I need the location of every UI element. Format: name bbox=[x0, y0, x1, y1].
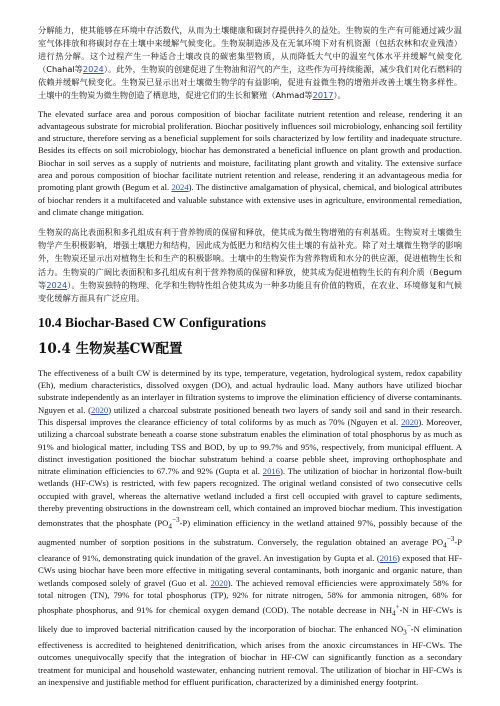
subscript: 4 bbox=[392, 609, 396, 618]
citation-link[interactable]: 2020 bbox=[401, 416, 419, 427]
subscript: 4 bbox=[168, 522, 172, 531]
citation-link[interactable]: 2017 bbox=[312, 90, 334, 101]
text: ). The distinctive amalgamation of physical, chemical, and biological attributes of biochar renders it a multifaceted and valuable substance with extensive uses in agriculture, environmental remediation, and climate change mitigation. bbox=[38, 182, 462, 217]
superscript: −3 bbox=[171, 516, 180, 525]
citation-link[interactable]: 2020 bbox=[210, 577, 228, 588]
text: 生物炭的高比表面积和多孔组成有利于营养物质的保留和释放，使其成为微生物增殖的有利基质。生物炭对土壤微生物学产生积极影响，增强土壤肥力和结构，因此成为低肥力和结构欠佳土壤的有益补充。除了对土壤微生物学的影响外，生物炭还显示出对植物生长和生产的积极影响。土壤中的生物炭作为营养物质和水分的供应源，促进植物生长和活力。生物炭的广阔比表面积和多孔组成有利于营养物质的保留和释放，使其成为促进植物生长的有利介质（Begum等 bbox=[38, 227, 462, 290]
text: ) utilized a charcoal substrate positioned beneath two layers of sandy soil and sand in their research. This dispersal improves the clearance efficiency of total coliforms by as much as 70% (Nguyen et al. bbox=[38, 404, 462, 427]
text: The effectiveness of a built CW is determined by its type, temperature, vegetation, hydrological system, redox capability (Eh), medium characteristics, dissolved oxygen (DO), and actual hydraulic load. Many authors have utilized biochar substrate independently as an interlayer in filtration systems to improve the elimination efficiency of diverse contaminants. Nguyen et al. ( bbox=[38, 367, 462, 415]
chinese-paragraph-2 bbox=[38, 226, 462, 305]
document-page bbox=[38, 24, 462, 688]
text: ). The utilization of biochar in horizontal flow-built wetlands (HF-CWs) is restricted, with few papers recognized. The original wetland consisted of two consecutive cells occupied with gravel, whereas the alternative wetland included a first cell occupied with gravel to capture sediments, thereby preventing obstructions in the downstream cell, which contained an improved biochar medium. This investigation demonstrates that the phosphate (PO bbox=[38, 466, 462, 529]
section-heading-english: 10.4 Biochar-Based CW Configurations bbox=[38, 314, 267, 330]
text: ). Moreover, utilizing a charcoal substrate beneath a coarse stone substratum enables the elimination of total phosphorus by as much as 91% and biological matter, including TSS and BOD, by up to 99.7% and 95%, respectively, from municipal effluent. A distinct investigation positioned the biochar substratum behind a coarse pebble sheet, improving orthophosphate and nitrate elimination efficiencies to 67.7% and 92% (Gupta et al. bbox=[38, 416, 462, 477]
english-paragraph-2 bbox=[38, 367, 462, 688]
text: ）。 bbox=[333, 90, 346, 101]
citation-link[interactable]: 2020 bbox=[91, 404, 109, 415]
text: -N in HF-CWs is likely due to improved bacterial nitrification caused by the incorporation of biochar. The enhanced NO bbox=[38, 605, 463, 635]
text: 分解能力，使其能够在环境中存活数代，从而为土壤健康和碳封存提供持久的益处。生物炭的生产有可能通过减少温室气体排放和将碳封存在土壤中来缓解气候变化。生物炭制造涉及在无氧环境下对有机资源（包括农林和农业残渣）进行热分解。这个过程产生一种适合土壤改良的碳密集型物质，从而降低大气中的温室气体水平并缓解气候变化（Chahal等 bbox=[38, 25, 462, 75]
text: -P clearance of 91%, demonstrating quick inundation of the gravel. An investigation by Gupta et al. ( bbox=[38, 537, 462, 564]
citation-link[interactable]: 2024 bbox=[82, 64, 104, 75]
citation-link[interactable]: 2024 bbox=[171, 182, 189, 193]
subscript: 4 bbox=[443, 541, 447, 550]
superscript: + bbox=[395, 603, 400, 612]
text: -N elimination effectiveness is accredited to heightened denitrification, which arises from the anoxic circumstances in HF-CWs. The outcomes unequivocally specify that the integration of biochar in HF-CW can significantly function as a secondary treatment for municipal and household wastewater, enhancing nutrient removal. The utilization of biochar in HF-CWs is an inexpensive and justifiable method for effluent purification, characterized by a diminished energy footprint. bbox=[38, 624, 463, 687]
english-paragraph-1 bbox=[38, 108, 462, 219]
subscript: 3 bbox=[403, 628, 407, 637]
text: ）。此外，生物炭的创建促进了生物油和沼气的产生，这些作为可持续能源，减少我们对化石燃料的依赖并缓解气候变化。生物炭已显示出对土壤微生物学的有益影响，促进有益微生物的增殖并改善土壤生物多样性。土壤中的生物炭为微生物创造了栖息地，促进它们的生长和繁殖（Ahmad等 bbox=[38, 64, 462, 101]
text: -P) elimination efficiency in the wetland attained 97%, possibly because of the augmented number of sorption positions in the substratum. Conversely, the regulation obtained an average PO bbox=[38, 518, 463, 548]
section-heading-chinese: 10.4 生物炭基CW配置 bbox=[38, 340, 183, 357]
text: ）。生物炭独特的物理、化学和生物特性组合使其成为一种多功能且有价值的物质，在农业、环境修复和气候变化缓解方面具有广泛应用。 bbox=[38, 279, 462, 303]
text: ) exposed that HF-CWs using biochar have been more effective in mitigating several contaminants, both inorganic and organic nature, than wetlands composed solely of gravel (Guo et al. bbox=[38, 553, 462, 588]
citation-link[interactable]: 2016 bbox=[379, 553, 397, 564]
superscript: −3 bbox=[446, 535, 455, 544]
text: ). The achieved removal efficiencies were approximately 58% for total nitrogen (TN), 79% for total phosphorus (TP), 92% for nitrate nitrogen, 58% for ammonia nitrogen, 68% for phosphate phosphorus, and 91% for chemical oxygen demand (COD). The notable decrease in NH bbox=[38, 577, 462, 616]
citation-link[interactable]: 2024 bbox=[46, 279, 68, 290]
chinese-paragraph-1 bbox=[38, 24, 462, 103]
superscript: − bbox=[406, 622, 411, 631]
text: The elevated surface area and porous composition of biochar facilitate nutrient retention and release, rendering it an advantageous substrate for microbial proliferation. Biochar positively influences soil microbiology, enhancing soil fertility and structure, therefore serving as a beneficial supplement for soils characterized by low fertility and inadequate structure. Besides its effects on soil microbiology, biochar has demonstrated a beneficial influence on plant growth and production. Biochar in soil serves as a supply of nutrients and moisture, facilitating plant growth and vitality. The extensive surface area and porous composition of biochar facilitate nutrient retention and release, rendering it an advantageous media for promoting plant growth (Begum et al. bbox=[38, 108, 462, 193]
citation-link[interactable]: 2016 bbox=[262, 466, 280, 477]
